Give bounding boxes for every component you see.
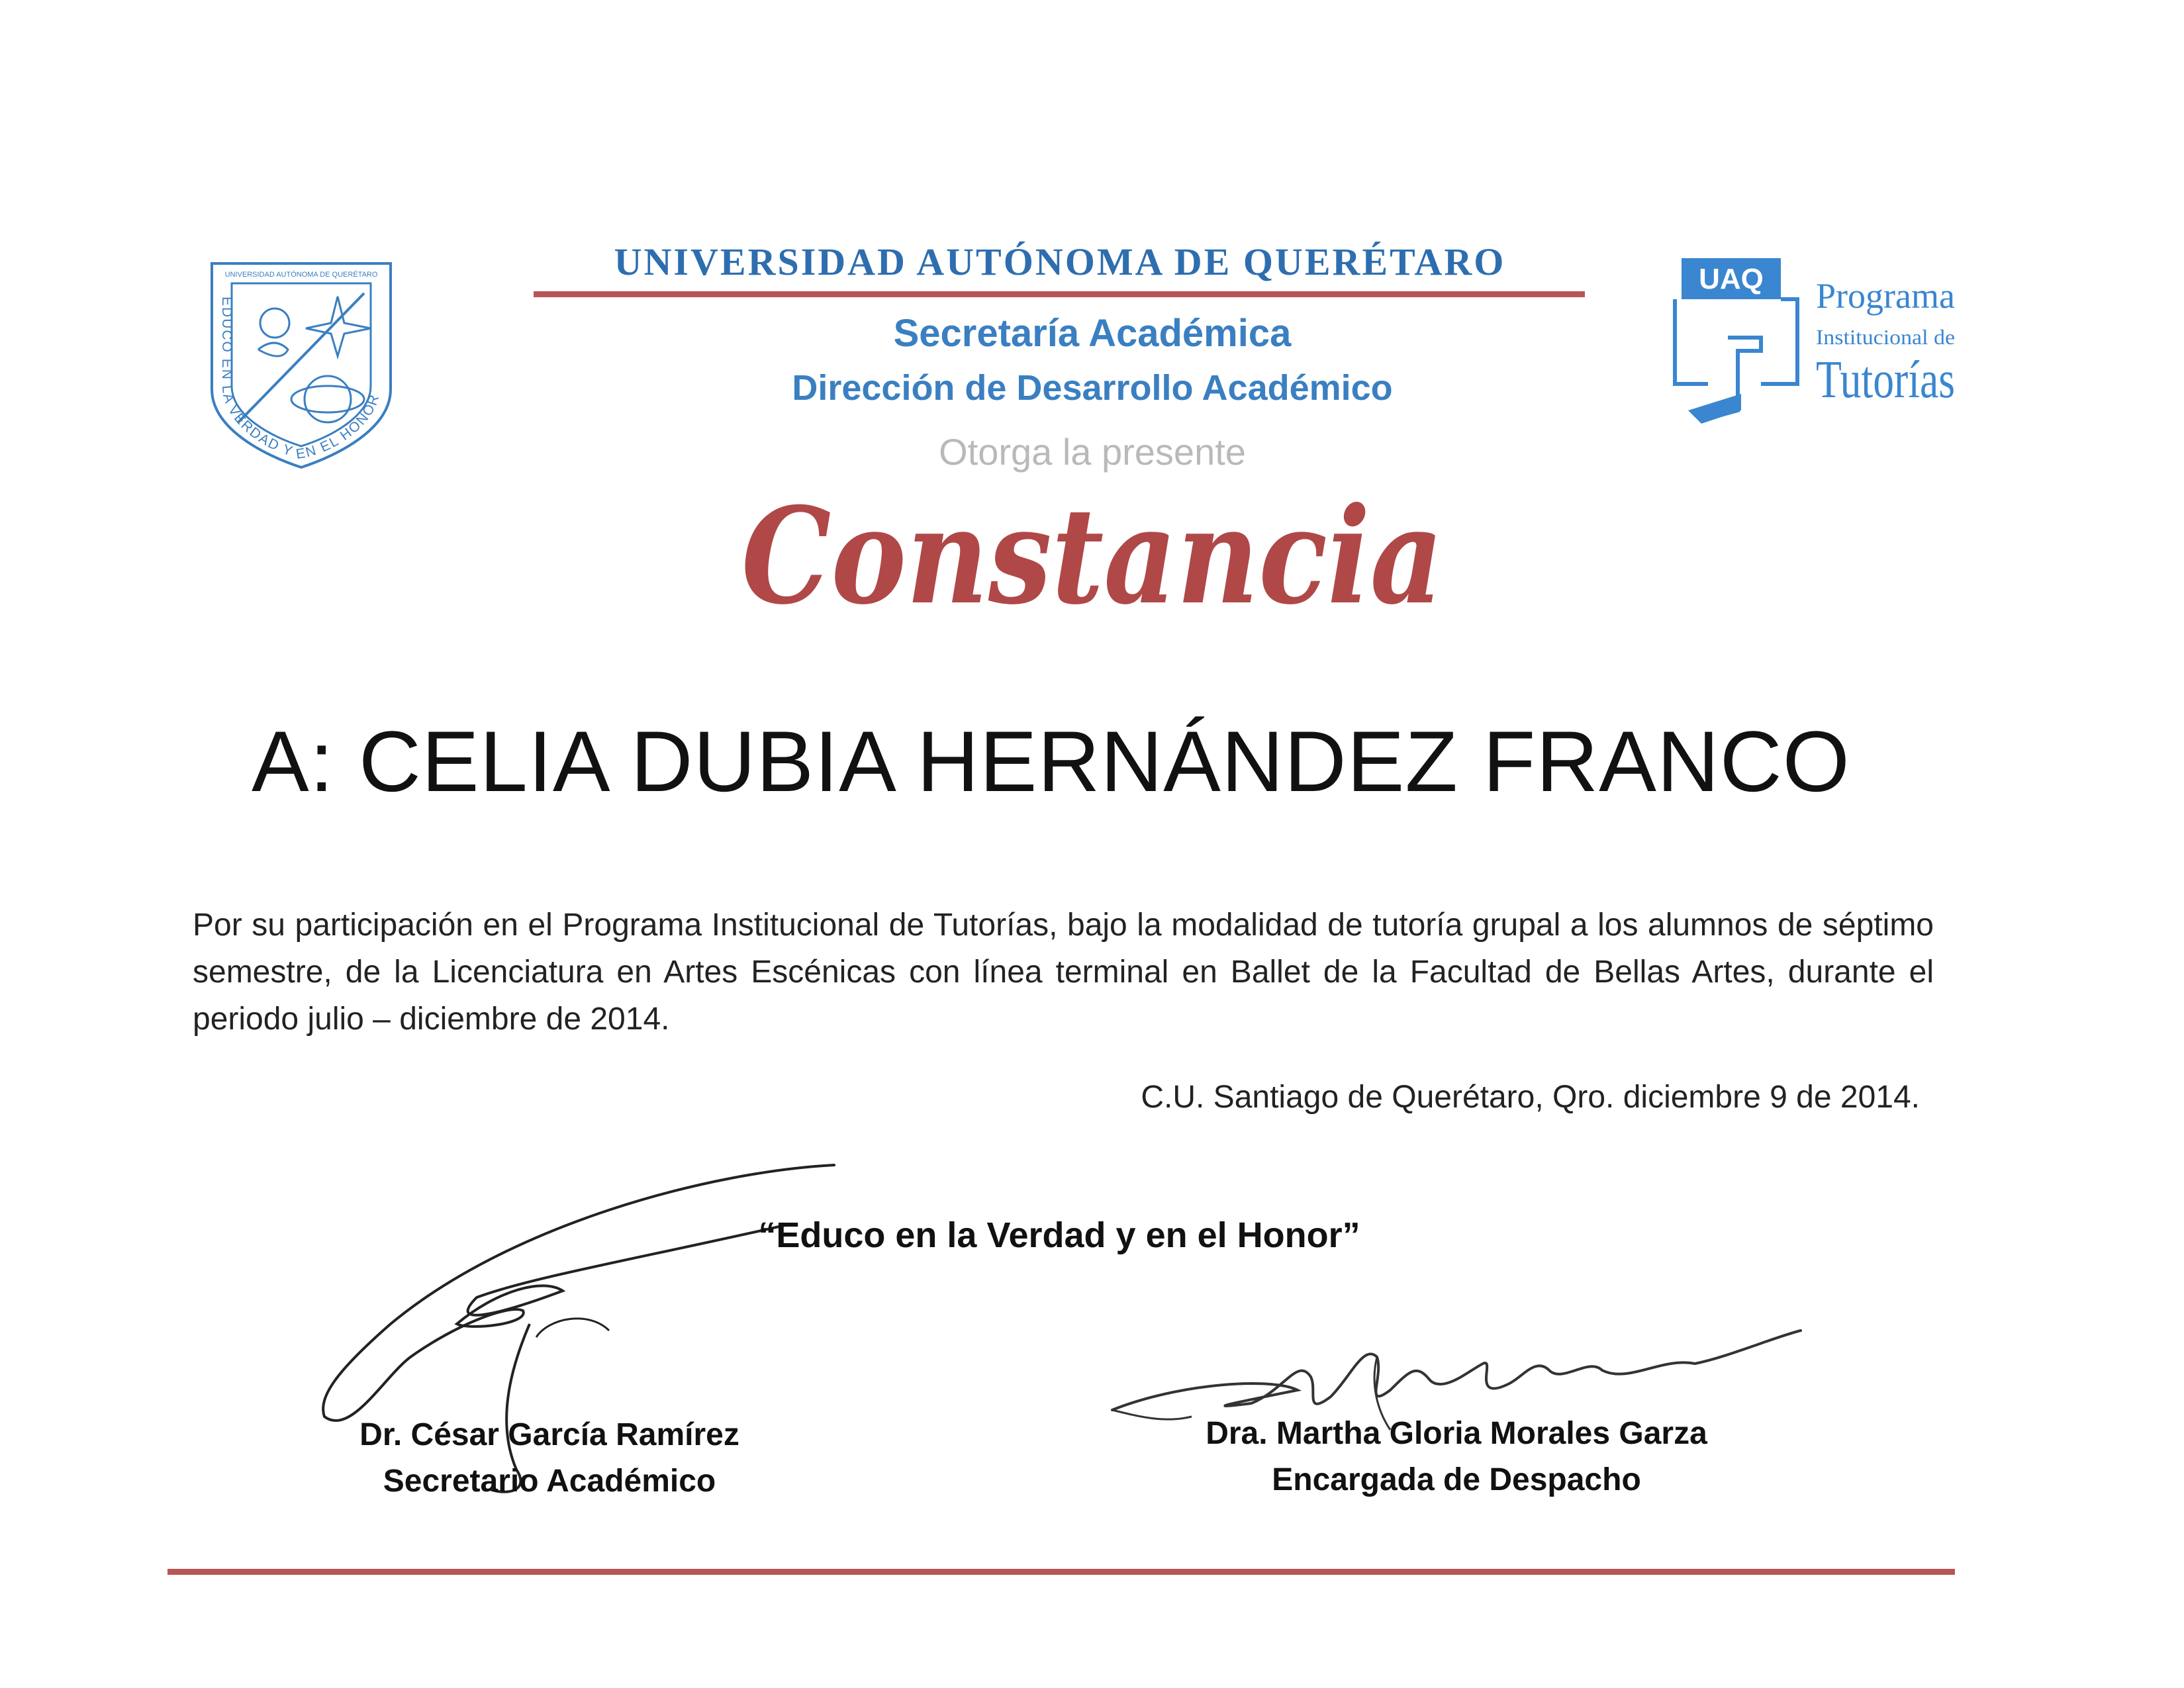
signatory-2-name: Dra. Martha Gloria Morales Garza (1206, 1416, 1707, 1451)
university-title: UNIVERSIDAD AUTÓNOMA DE QUERÉTARO (614, 240, 1506, 283)
tutorias-line2: Institucional de (1816, 325, 1955, 349)
tutorias-line3: Tutorías (1816, 351, 1955, 409)
recipient-name: A: CELIA DUBIA HERNÁNDEZ FRANCO (252, 713, 1850, 810)
footer-divider (167, 1569, 1955, 1575)
svg-text:EDUCO EN LA VERDAD Y EN EL HON (219, 297, 383, 462)
direccion-heading: Dirección de Desarrollo Académico (792, 368, 1393, 408)
uaq-crest-logo (205, 257, 397, 475)
signatory-1-role: Secretario Académico (383, 1464, 716, 1499)
body-paragraph: Por su participación en el Programa Institucional de Tutorías, bajo la modalidad de tutoría grupal a los alumnos de séptimo semestre, de la Licenciatura en Artes Escénicas con línea terminal en Ballet de la Facultad de Bellas Artes, durante el periodo julio – diciembre de 2014. (193, 908, 1934, 1037)
signatory-1-name: Dr. César García Ramírez (359, 1417, 739, 1452)
crest-motto-text: EDUCO EN LA VERDAD Y EN EL HONOR (218, 297, 383, 462)
header-divider (534, 291, 1585, 297)
secretaria-heading: Secretaría Académica (893, 312, 1292, 355)
place-date: C.U. Santiago de Querétaro, Qro. diciembre 9 de 2014. (1141, 1080, 1920, 1115)
constancia-title (695, 477, 1490, 649)
crest-top-text: UNIVERSIDAD AUTÓNOMA DE QUERÉTARO (224, 271, 378, 279)
tutorias-line1: Programa (1816, 276, 1956, 316)
signatory-2-role: Encargada de Despacho (1272, 1462, 1641, 1497)
constancia-text: Constancia (741, 479, 1443, 634)
tutorias-program-logo (1662, 252, 1966, 430)
uaq-badge-text: UAQ (1699, 263, 1764, 295)
motto-quote: “Educo en la Verdad y en el Honor” (758, 1215, 1360, 1255)
otorga-text: Otorga la presente (939, 431, 1246, 473)
